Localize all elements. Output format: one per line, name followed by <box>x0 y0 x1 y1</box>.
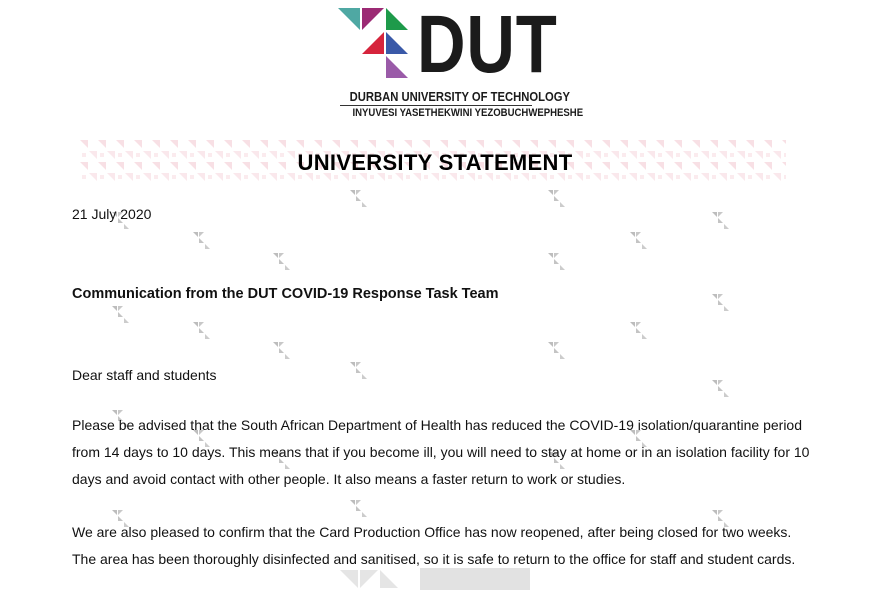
body-paragraph: We are also pleased to confirm that the Card Production Office has now reopened, after being closed for two weeks. The area has been thoroughly disinfected and sanitised, so it is safe to return to the office for staff and student cards. <box>72 524 796 567</box>
watermark-mark-icon <box>273 253 291 271</box>
logo-triangle-teal <box>338 8 360 30</box>
dut-logo <box>338 0 584 126</box>
statement-date: 21 July 2020 <box>72 206 152 222</box>
logo-triangle-blue <box>386 32 408 54</box>
watermark-mark-icon <box>350 500 368 518</box>
watermark-mark-icon <box>630 322 648 340</box>
watermark-mark-icon <box>548 342 566 360</box>
statement-subject: Communication from the DUT COVID-19 Response Task Team <box>72 286 499 302</box>
watermark-mark-icon <box>630 232 648 250</box>
logo-name-zulu: INYUVESI YASETHEKWINI YEZOBUCHWEPHESHE <box>352 107 584 119</box>
logo-divider <box>340 105 532 106</box>
logo-triangle-magenta <box>362 8 384 30</box>
watermark-mark-icon <box>273 342 291 360</box>
logo-wordmark: DUT <box>417 0 558 90</box>
salutation: Dear staff and students <box>72 367 217 383</box>
watermark-mark-icon <box>548 253 566 271</box>
logo-name-english: DURBAN UNIVERSITY OF TECHNOLOGY <box>349 90 571 104</box>
logo-triangle-red <box>362 32 384 54</box>
watermark-mark-icon <box>112 306 130 324</box>
dut-logo-mark-icon <box>338 8 410 80</box>
logo-triangle-purple <box>386 56 408 78</box>
body-paragraph: Please be advised that the South African Department of Health has reduced the COVID-19 isolation/quarantine period from 14 days to 10 days. This means that if you become ill, you will need to stay at home or in an isolation facility for 10 days and avoid contact with other people. It also means a faster return to work or studies. <box>72 417 810 487</box>
watermark-mark-icon <box>193 322 211 340</box>
page-title: UNIVERSITY STATEMENT <box>297 150 573 175</box>
logo-triangle-green <box>386 8 408 30</box>
watermark-mark-icon <box>193 232 211 250</box>
